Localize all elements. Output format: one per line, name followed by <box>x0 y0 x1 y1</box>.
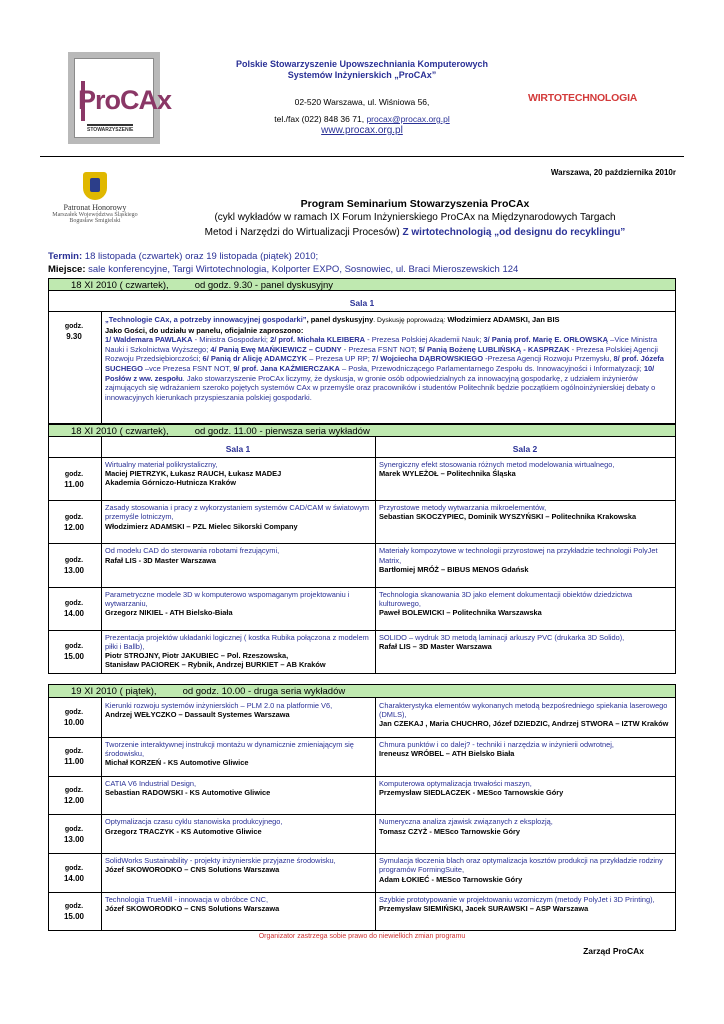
row-hour <box>49 555 99 576</box>
section-2-sala-1: Sala 1 <box>225 444 251 454</box>
row-hour <box>49 785 99 806</box>
guest-5-role: - Prezesa Polskiej Agencji Rozwoju Przedsiębiorczości; <box>105 344 658 364</box>
section-2-day: 18 XI 2010 ( czwartek), <box>71 426 169 437</box>
sala-2-lecture <box>379 740 671 758</box>
guest-9-role: – Posła, Przewodniczącego Parlamentarnego Zespołu ds. Innowacyjności i Informatyzacji; <box>339 363 644 373</box>
patron-line-2: Bogusław Śmigielski <box>69 218 121 224</box>
lecture-authors: Bartłomiej MRÓŻ – BIBUS MENOS Gdańsk <box>379 564 529 574</box>
silesia-coat-of-arms-icon <box>83 172 107 200</box>
section-2-sala-2: Sala 2 <box>512 444 538 454</box>
guest-6-name: 6/ Panią dr Alicję ADAMCZYK <box>202 354 308 364</box>
sala-1-lecture <box>105 503 371 531</box>
lecture-title: Parametryczne modele 3D w komputerowo wspomaganym projektowaniu i wytwarzaniu, <box>105 589 350 608</box>
hour-value: 12.00 <box>63 522 85 532</box>
lecture-title: Symulacja tłoczenia blach oraz optymalizacja kosztów produkcji na przykładzie rodziny programów FormingSuite, <box>379 856 663 875</box>
sala-1-lecture <box>105 590 371 618</box>
row-hour <box>49 901 99 922</box>
email-link[interactable]: procax@procax.org.pl <box>366 114 450 124</box>
section-1-sala: Sala 1 <box>349 298 375 308</box>
sala-2-lecture <box>379 856 671 884</box>
godz-label: godz. <box>64 903 84 911</box>
godz-label: godz. <box>64 787 84 794</box>
signature: Zarząd ProCAx <box>583 946 644 956</box>
row-hour <box>49 598 99 619</box>
godz-label: godz. <box>64 513 84 521</box>
lecture-title: Charakterystyka elementów wykonanych metodą bezpośredniego spiekania laserowego (DMLS), <box>379 701 668 720</box>
wirtotechnologia-logo-text: WIRTOTECHNOLOGIA <box>528 92 638 104</box>
section-3-time: od godz. 10.00 - druga seria wykładów <box>182 686 346 697</box>
termin-value: 18 listopada (czwartek) oraz 19 listopada (piątek) 2010; <box>82 251 319 262</box>
guest-6-role: – Prezesa UP RP; <box>307 354 372 364</box>
godz-label: godz. <box>64 825 84 833</box>
sala-1-lecture <box>105 740 371 768</box>
lecture-title: Komputerowa optymalizacja trwałości maszyn, <box>379 778 532 788</box>
program-subtitle-2a: Metod i Narzędzi do Wirtualizacji Procesów) <box>204 227 403 238</box>
section-1-hour <box>49 321 99 342</box>
sala-2-lecture <box>379 779 671 797</box>
lecture-authors-extra: Stanisław PACIOREK – Rybnik, Andrzej BURKIET – AB Kraków <box>105 660 326 670</box>
sala-1-lecture <box>105 633 371 670</box>
guest-3-name: 3/ Panią prof. Marię E. ORŁOWSKĄ <box>483 335 609 345</box>
address: 02-520 Warszawa, ul. Wiśniowa 56, <box>294 97 430 107</box>
row-hour <box>49 746 99 767</box>
lecture-title: Przyrostowe metody wytwarzania mikroelementów, <box>379 503 547 513</box>
lecture-authors: Grzegorz TRACZYK - KS Automotive Gliwice <box>105 826 262 836</box>
miejsce-label: Miejsce: <box>48 264 86 275</box>
program-slogan: Z wirtotechnologią „od designu do recyklingu” <box>402 227 626 238</box>
footer-note: Organizator zastrzega sobie prawo do niewielkich zmian programu <box>258 933 466 940</box>
guest-1-role: - Ministra Gospodarki; <box>192 335 271 345</box>
sala-2-lecture <box>379 460 671 478</box>
guest-10-name: 10/ Posłów z ww. zespołu <box>105 363 655 383</box>
guest-1-name: 1/ Waldemara PAWLAKA <box>105 335 193 345</box>
procax-logo <box>68 52 172 144</box>
lecture-title: Materiały kompozytowe w technologii przyrostowej na przykładzie technologii PolyJet Matrix, <box>379 546 658 565</box>
lecture-authors: Grzegorz NIKIEL - ATH Bielsko-Biała <box>105 608 233 617</box>
patron-block <box>40 172 150 224</box>
sala-2-lecture <box>379 895 671 913</box>
guest-9-name: 9/ prof. Jana KAŹMIERCZAKA <box>233 363 340 373</box>
lecture-authors: Rafał LIS - 3D Master Warszawa <box>105 555 217 565</box>
lecture-authors: Piotr STROJNY, Piotr JAKUBIEC – Pol. Rzeszowska, <box>105 651 289 661</box>
hour-value: 11.00 <box>64 479 84 489</box>
lecture-authors: Sebastian SKOCZYPIEC, Dominik WYSZYŃSKI – Politechnika Krakowska <box>379 512 637 522</box>
panel-closing: . Jako stowarzyszenie ProCAx liczymy, że dyskusja, w gronie osób odpowiedzialnych za innowacyjną gospodarkę, z udziałem inżynierów zajmujących się wdrażaniem szeroko pojętych systemów CAx w przemyśle oraz pracowników i studentów Politechnik będzie początkiem ogólnoinżynierskiej debaty o innowacyjnych kierunkach przyspieszania polskiej gospodarki. <box>105 373 656 402</box>
wirtotechnologia-logo <box>528 92 648 110</box>
lecture-authors: Maciej PIETRZYK, Łukasz RAUCH, Łukasz MADEJ <box>105 469 282 479</box>
lecture-authors: Józef SKOWORODKO – CNS Solutions Warszawa <box>105 865 280 875</box>
hour-value: 15.00 <box>63 652 85 662</box>
lecture-title: Optymalizacja czasu cyklu stanowiska produkcyjnego, <box>105 817 283 827</box>
section-1-box <box>48 291 676 424</box>
guest-2-role: - Prezesa Polskiej Akademii Nauk; <box>365 335 484 345</box>
lecture-title: Szybkie prototypowanie w projektowaniu wzorniczym (metody PolyJet i 3D Printing), <box>379 895 655 904</box>
patron-line-1: Marszałek Województwa Śląskiego <box>52 212 138 218</box>
hour-value: 15.00 <box>63 912 85 922</box>
lecture-authors: Przemysław SIEDLACZEK - MESco Tarnowskie Góry <box>379 787 564 797</box>
logo-subtitle: STOWARZYSZENIE <box>87 124 133 133</box>
godz-label: godz. <box>64 323 84 330</box>
lecture-authors: Ireneusz WRÓBEL – ATH Bielsko Biała <box>379 749 515 758</box>
hour-value: 14.00 <box>63 609 85 619</box>
panel-title: „Technologie CAx, a potrzeby innowacyjnej gospodarki” <box>105 315 307 324</box>
lecture-title: Od modelu CAD do sterowania robotami frezującymi, <box>105 546 280 556</box>
section-1-time: od godz. 9.30 - panel dyskusyjny <box>194 280 334 291</box>
panel-type: , panel dyskusyjny <box>306 315 374 324</box>
row-hour <box>49 863 99 884</box>
row-hour <box>49 469 99 490</box>
lecture-title: CATIA V6 Industrial Design, <box>105 778 197 788</box>
lecture-authors: Tomasz CZYŻ - MESco Tarnowskie Góry <box>379 826 520 836</box>
phone: tel./fax (022) 848 36 71, <box>274 114 367 124</box>
godz-label: godz. <box>64 470 84 478</box>
hour-value: 11.00 <box>64 757 84 767</box>
section-3-header <box>48 684 676 697</box>
sala-2-lecture <box>379 590 671 618</box>
contact-line <box>172 114 552 124</box>
sala-2-lecture <box>379 546 671 574</box>
moderator-names: Włodzimierz ADAMSKI, Jan BIS <box>447 315 560 324</box>
panel-description <box>105 315 671 402</box>
lecture-title: SolidWorks Sustainability - projekty inżynierskie przyjazne środowisku, <box>105 856 336 866</box>
sala-1-lecture <box>105 817 371 835</box>
miejsce-value: sale konferencyjne, Targi Wirtotechnologia, Kolporter EXPO, Sosnowiec, ul. Braci Mieroszewskich 124 <box>85 264 519 275</box>
header-divider <box>40 156 684 157</box>
website-link[interactable]: www.procax.org.pl <box>321 125 403 136</box>
godz-label: godz. <box>64 600 84 608</box>
sala-1-lecture <box>105 856 371 874</box>
section-1-day: 18 XI 2010 ( czwartek), <box>71 280 169 291</box>
guest-4-role: - Prezesa FSNT NOT; <box>341 344 419 354</box>
row-hour <box>49 641 99 662</box>
sala-2-lecture <box>379 817 671 835</box>
row-hour <box>49 512 99 533</box>
sala-1-lecture <box>105 779 371 797</box>
website <box>172 125 552 136</box>
termin-line <box>48 251 318 262</box>
section-3-day: 19 XI 2010 ( piątek), <box>71 686 157 697</box>
lecture-authors: Włodzimierz ADAMSKI – PZL Mielec Sikorski Company <box>105 521 298 531</box>
lecture-authors: Paweł BOLEWICKI – Politechnika Warszawska <box>379 608 542 617</box>
row-hour <box>49 824 99 845</box>
section-2-time: od godz. 11.00 - pierwsza seria wykładów <box>194 426 370 437</box>
lecture-authors: Jan CZEKAJ , Maria CHUCHRO, Józef DZIEDZIC, Andrzej STWORA – IZTW Kraków <box>379 719 669 729</box>
lecture-title: Prezentacja projektów układanki logicznej ( kostka Rubika połączona z modelem piłki i Ballb), <box>105 632 369 651</box>
org-line-1: Polskie Stowarzyszenie Upowszechniania Komputerowych <box>235 59 489 69</box>
godz-label: godz. <box>64 557 84 564</box>
patron-title: Patronat Honorowy <box>63 203 127 212</box>
lecture-title: Numeryczna analiza zjawisk związanych z eksplozją, <box>379 817 553 827</box>
hour-value: 14.00 <box>63 873 85 883</box>
godz-label: godz. <box>64 643 84 651</box>
sala-2-lecture <box>379 633 671 651</box>
sala-2-lecture <box>379 503 671 521</box>
sala-1-lecture <box>105 546 371 564</box>
lecture-authors: Michał KORZEŃ - KS Automotive Gliwice <box>105 758 249 768</box>
lecture-title: Technologia skanowania 3D jako element dokumentacji obiektów dziedzictwa kulturowego, <box>379 589 633 608</box>
lecture-authors: Marek WYLEŻOŁ – Politechnika Śląska <box>379 469 516 479</box>
guests-intro: Jako Gości, do udziału w panelu, oficjalnie zaproszono: <box>105 325 304 335</box>
lecture-title: Technologia TrueMill - innowacja w obróbce CNC, <box>105 895 269 904</box>
guest-7-name: 7/ Wojciecha DĄBROWSKIEGO <box>371 354 484 364</box>
hour-value: 13.00 <box>63 834 85 844</box>
lecture-authors: Sebastian RADOWSKI - KS Automotive Gliwice <box>105 787 271 797</box>
lecture-title: Synergiczny efekt stosowania różnych metod modelowania wirtualnego, <box>379 460 615 469</box>
termin-label: Termin: <box>48 251 83 262</box>
lecture-authors: Przemysław SIEMIŃSKI, Jacek SURAWSKI – ASP Warszawa <box>379 904 589 914</box>
guest-7-role: -Prezesa Agencji Rozwoju Przemysłu, <box>483 354 614 364</box>
sala-2-lecture <box>379 701 671 729</box>
guest-8-role: –vce Prezesa FSNT NOT, <box>142 363 234 373</box>
section-1-header <box>48 278 676 291</box>
lecture-title: Chmura punktów i co dalej? - techniki i narzędzia w inżynierii odwrotnej, <box>379 739 614 749</box>
hour-value: 12.00 <box>63 796 85 805</box>
sala-1-lecture <box>105 701 371 719</box>
guest-3-role: –Vice Ministra Nauki i Szkolnictwa Wyższego; <box>105 335 658 354</box>
sala-1-lecture <box>105 460 371 488</box>
lecture-title: Kierunki rozwoju systemów inżynierskich – PLM 2.0 na platformie V6, <box>105 701 333 710</box>
lecture-authors-extra: Akademia Górniczo-Hutnicza Kraków <box>105 478 237 488</box>
sala-1-lecture <box>105 895 371 913</box>
section-3-box <box>48 697 676 931</box>
program-subtitle-2 <box>165 227 665 238</box>
section-2-header <box>48 424 676 437</box>
program-subtitle-1: (cykl wykładów w ramach IX Forum Inżynierskiego ProCAx na Międzynarodowych Targach <box>214 212 616 223</box>
hour-value: 13.00 <box>63 566 85 575</box>
lecture-title: Zasady stosowania i pracy z wykorzystaniem systemów CAD/CAM w światowym przemyśle lotniczym, <box>105 503 370 522</box>
lecture-authors: Adam ŁOKIEĆ - MESco Tarnowskie Góry <box>379 874 523 884</box>
lecture-title: Wirtualny materiał polikrystaliczny, <box>105 460 218 469</box>
guest-4-name: 4/ Panią Ewę MAŃKIEWICZ – CUDNY <box>210 344 342 354</box>
guest-8-name: 8/ prof. Józefa SUCHEGO <box>105 354 664 373</box>
org-line-2: Systemów Inżynierskich „ProCAx” <box>287 70 437 80</box>
lecture-authors: Rafał LIS – 3D Master Warszawa <box>379 642 492 651</box>
godz-label: godz. <box>64 864 84 872</box>
moderator-label: . Dyskusję poprowadzą: <box>373 317 448 324</box>
logo-text: ProCAx <box>78 85 172 115</box>
guest-5-name: 5/ Panią Bożenę LUBLIŃSKĄ - KASPRZAK <box>418 344 570 354</box>
godz-label: godz. <box>64 748 84 756</box>
document-date: Warszawa, 20 października 2010r <box>550 168 676 177</box>
lecture-authors: Andrzej WEŁYCZKO – Dassault Systemes Warszawa <box>105 710 290 720</box>
lecture-authors: Józef SKOWORODKO – CNS Solutions Warszawa <box>105 904 280 914</box>
miejsce-line <box>48 264 518 275</box>
program-title: Program Seminarium Stowarzyszenia ProCAx <box>300 198 530 210</box>
hour-value: 9.30 <box>66 332 82 341</box>
row-hour <box>49 707 99 728</box>
lecture-title: SOLIDO – wydruk 3D metodą laminacji arkuszy PVC (drukarka 3D Solido), <box>379 632 625 642</box>
section-2-box <box>48 437 676 674</box>
godz-label: godz. <box>64 709 84 717</box>
guest-2-name: 2/ prof. Michała KLEIBERA <box>270 335 366 345</box>
lecture-title: Tworzenie interaktywnej instrukcji montażu w dynamicznie zmieniającym się środowisku, <box>105 739 354 758</box>
hour-value: 10.00 <box>63 718 85 728</box>
